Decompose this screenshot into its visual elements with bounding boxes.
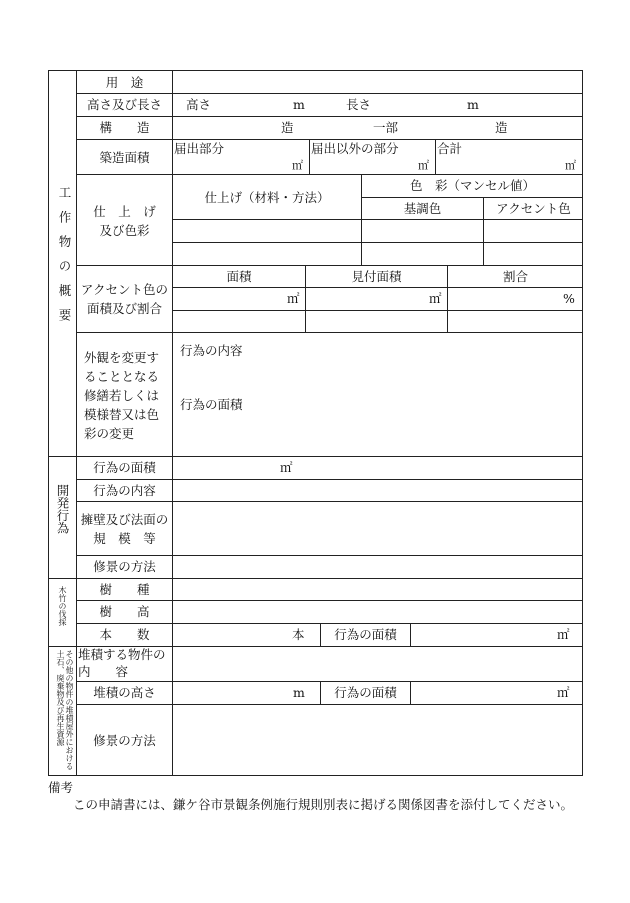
section-label-chikuboku: 木竹の伐採 xyxy=(58,586,67,626)
unit-takasa-m: m xyxy=(293,97,305,112)
unit-todokede-igai-m2: ㎡ xyxy=(418,159,429,172)
header-wariai: 割合 xyxy=(502,269,528,284)
label-honsu: 本 数 xyxy=(99,627,150,642)
label-youto: 用 途 xyxy=(105,75,144,90)
label-taiseki-shukei: 修景の方法 xyxy=(93,733,156,748)
label-accent-menseki-wariai: アクセント色の 面積及び割合 xyxy=(80,282,169,316)
text-zou-2: 造 xyxy=(495,120,508,135)
text-ichibu: 一部 xyxy=(373,120,399,135)
unit-mitsuke-m2: ㎡ xyxy=(429,291,442,306)
header-accent: アクセント色 xyxy=(496,201,571,216)
label-gaikan-henkou: 外観を変更す ることとなる 修繕若しくは 模様替又は色 彩の変更 xyxy=(84,350,160,441)
label-shiage-shikisai: 仕 上 げ 及び色彩 xyxy=(93,204,156,238)
unit-wariai-pct: % xyxy=(563,291,575,306)
label-nagasa: 長さ xyxy=(346,97,372,112)
header-mitsuke-menseki: 見付面積 xyxy=(351,269,402,284)
label-youheki-norimen: 擁壁及び法面の 規 模 等 xyxy=(80,512,169,546)
label-kaihatsu-shukei: 修景の方法 xyxy=(93,559,156,574)
unit-hon: 本 xyxy=(292,627,305,642)
label-jushu: 樹 種 xyxy=(99,582,150,597)
label-jukou: 樹 高 xyxy=(99,604,150,619)
label-goukei: 合計 xyxy=(437,141,463,156)
label-takasa-nagasa: 高さ及び長さ xyxy=(86,97,162,112)
unit-todokede-m2: ㎡ xyxy=(292,159,303,172)
label-kaihatsu-koui-menseki: 行為の面積 xyxy=(93,460,156,475)
text-zou-1: 造 xyxy=(281,120,294,135)
label-kaihatsu-koui-naiyou: 行為の内容 xyxy=(93,483,156,498)
unit-nagasa-m: m xyxy=(467,97,479,112)
header-shiage-zairyou: 仕上げ（材料・方法） xyxy=(204,190,330,205)
label-kouzou: 構 造 xyxy=(99,120,150,135)
bikou-text: この申請書には、鎌ケ谷市景観条例施行規則別表に掲げる関係図書を添付してください。 xyxy=(73,797,574,812)
label-gaikan-koui-menseki: 行為の面積 xyxy=(180,397,243,412)
label-taiseki-koui-menseki: 行為の面積 xyxy=(334,685,397,700)
label-taiseki-takasa: 堆積の高さ xyxy=(93,685,156,700)
unit-accent-menseki-m2: ㎡ xyxy=(287,291,300,306)
unit-goukei-m2: ㎡ xyxy=(565,159,576,172)
label-chikuzou-menseki: 築造面積 xyxy=(99,150,150,165)
unit-taiseki-m: m xyxy=(293,685,305,700)
section-label-taiseki: その他の物件の堆積屋外における土石、廃棄物及び再生資源 xyxy=(56,650,74,770)
label-todokede-igai: 届出以外の部分 xyxy=(311,141,399,156)
bikou-label: 備考 xyxy=(48,780,74,795)
header-shikisai: 色 彩（マンセル値） xyxy=(409,178,535,193)
unit-taiseki-m2: ㎡ xyxy=(557,685,570,700)
section-label-kousakubutsu: 工作物の概要 xyxy=(57,186,72,333)
header-kichoushoku: 基調色 xyxy=(403,201,442,216)
unit-bassai-m2: ㎡ xyxy=(557,627,570,642)
label-gaikan-koui-naiyou: 行為の内容 xyxy=(180,343,243,358)
header-menseki: 面積 xyxy=(226,269,252,284)
label-bassai-koui-menseki: 行為の面積 xyxy=(334,627,397,642)
section-label-kaihatsu: 開発行為 xyxy=(55,484,70,534)
label-takasa: 高さ xyxy=(186,97,212,112)
label-todokede-bubun: 届出部分 xyxy=(174,141,225,156)
label-taiseki-bukken: 堆積する物件の 内 容 xyxy=(78,647,166,679)
unit-kaihatsu-m2: ㎡ xyxy=(280,460,293,475)
